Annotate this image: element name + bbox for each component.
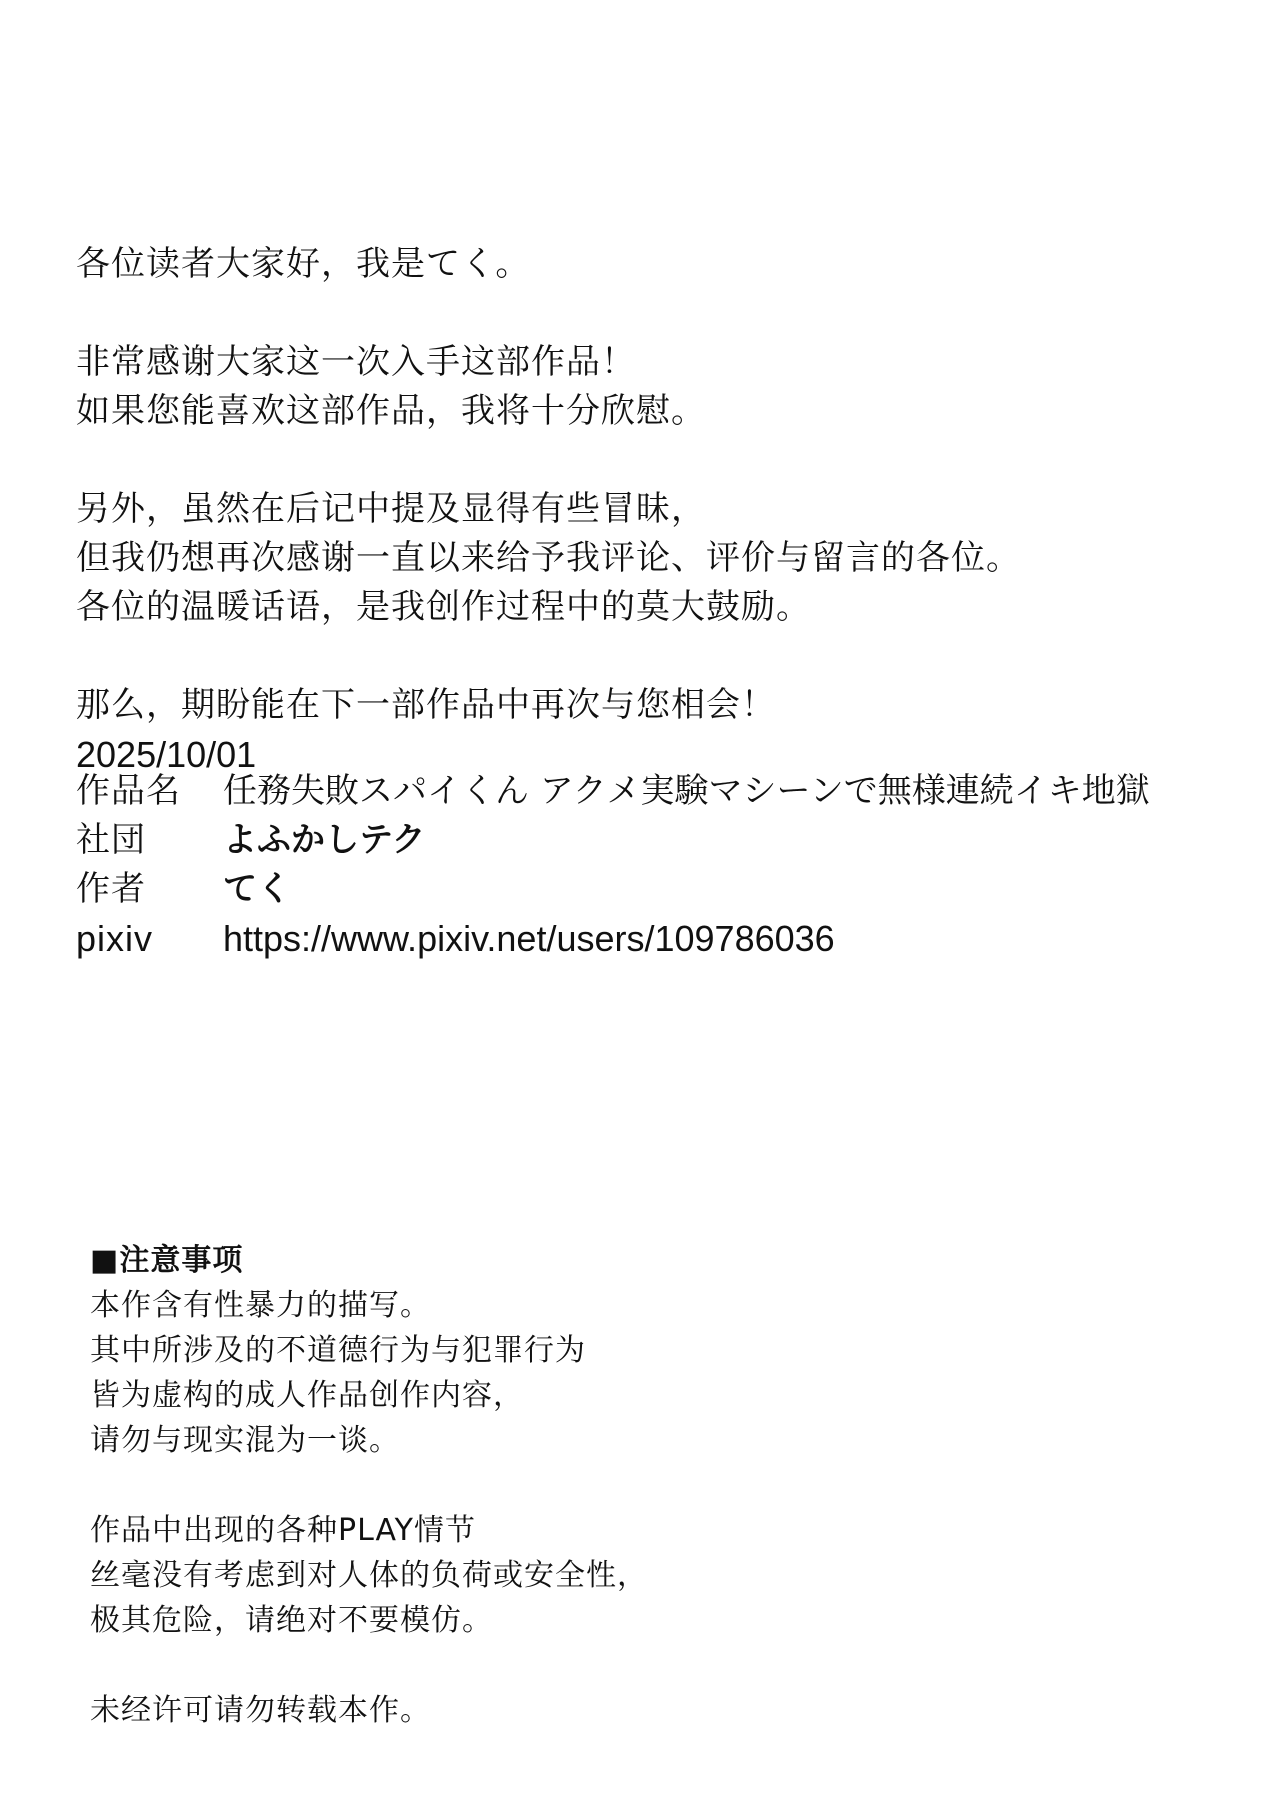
notice-title: ■注意事项 bbox=[90, 1243, 244, 1278]
paragraph-gap bbox=[76, 632, 1226, 681]
paragraph-gap bbox=[76, 436, 1226, 485]
gratitude-line: 另外，虽然在后记中提及显得有些冒昧， bbox=[76, 489, 706, 529]
credit-row-title bbox=[76, 767, 1236, 816]
date-line: 2025/10/01 bbox=[76, 734, 257, 775]
greeting-line: 各位读者大家好，我是てく。 bbox=[76, 244, 531, 284]
paragraph-gap bbox=[90, 1463, 1190, 1508]
credit-row-pixiv bbox=[76, 914, 1236, 963]
work-title: 任務失敗スパイくん アクメ実験マシーンで無様連続イキ地獄 bbox=[223, 771, 1150, 811]
author-name: てく bbox=[223, 869, 291, 909]
credit-label: 作品名 bbox=[76, 771, 181, 811]
gratitude-line: 各位的温暖话语，是我创作过程中的莫大鼓励。 bbox=[76, 587, 811, 627]
circle-name: よふかしテク bbox=[223, 820, 426, 860]
credit-label: 社団 bbox=[76, 820, 146, 860]
notice-line: 未经许可请勿转载本作。 bbox=[90, 1693, 431, 1728]
notice-line: 皆为虚构的成人作品创作内容， bbox=[90, 1378, 524, 1413]
credits-table bbox=[76, 767, 1236, 963]
afterword-section bbox=[76, 240, 1226, 779]
notice-line: 丝毫没有考虑到对人体的负荷或安全性， bbox=[90, 1558, 648, 1593]
gratitude-line: 但我仍想再次感谢一直以来给予我评论、评价与留言的各位。 bbox=[76, 538, 1021, 578]
paragraph-gap bbox=[76, 289, 1226, 338]
notice-line: 其中所涉及的不道德行为与犯罪行为 bbox=[90, 1333, 586, 1368]
thanks-line: 如果您能喜欢这部作品，我将十分欣慰。 bbox=[76, 391, 706, 431]
notice-line: 请勿与现实混为一谈。 bbox=[90, 1423, 400, 1458]
credit-label: pixiv bbox=[76, 918, 154, 959]
notice-line: 作品中出现的各种PLAY情节 bbox=[90, 1513, 477, 1548]
credit-label: 作者 bbox=[76, 869, 146, 909]
notice-line: 极其危险，请绝对不要模仿。 bbox=[90, 1603, 493, 1638]
thanks-line: 非常感谢大家这一次入手这部作品！ bbox=[76, 342, 636, 382]
closing-line: 那么，期盼能在下一部作品中再次与您相会！ bbox=[76, 685, 776, 725]
credit-row-circle bbox=[76, 816, 1236, 865]
paragraph-gap bbox=[90, 1643, 1190, 1688]
pixiv-url: https://www.pixiv.net/users/109786036 bbox=[223, 918, 835, 959]
credit-row-author bbox=[76, 865, 1236, 914]
notice-section bbox=[90, 1238, 1190, 1733]
notice-line: 本作含有性暴力的描写。 bbox=[90, 1288, 431, 1323]
